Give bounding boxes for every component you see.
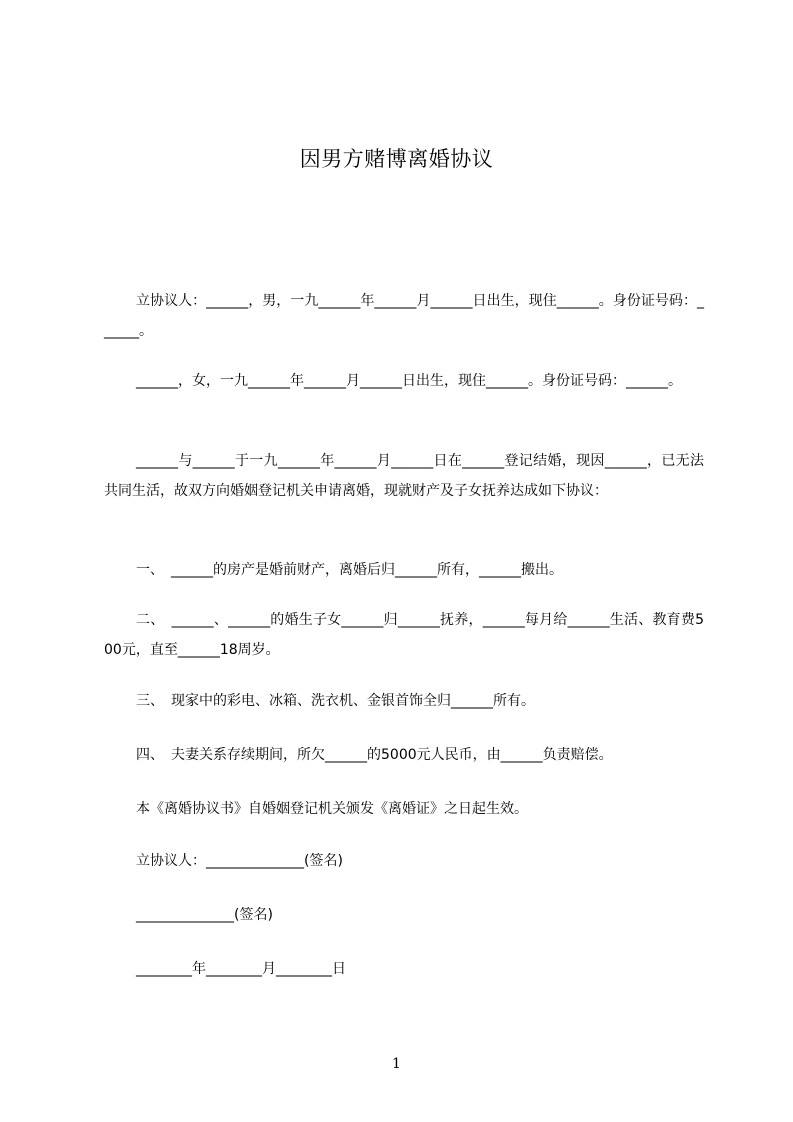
paragraph-marriage-info: ______与______于一九______年______月______日在______登记结婚，现因______，已无法共同生活，故双方向婚姻登记机关申请离婚，现就财产及子女抚养达成如下协议： [104, 453, 704, 499]
clause-four-debt: 四、 夫妻关系存续期间，所欠______的5000元人民币，由______负责赔偿。 [136, 747, 613, 763]
effective-clause: 本《离婚协议书》自婚姻登记机关颁发《离婚证》之日起生效。 [136, 801, 528, 817]
document-title: 因男方赌博离婚协议 [299, 147, 494, 171]
signature-party-two: ______________(签名) [136, 907, 273, 923]
page-number: 1 [392, 1056, 401, 1072]
paragraph-party-one: 立协议人：______，男，一九______年______月______日出生，现住______。身份证号码：______。 [104, 293, 704, 339]
clause-three-property: 三、 现家中的彩电、冰箱、洗衣机、金银首饰全归______所有。 [136, 693, 535, 709]
paragraph-party-two: ______，女，一九______年______月______日出生，现住______。身份证号码：______。 [136, 373, 682, 389]
clause-two-child: 二、 ______、______的婚生子女______归______抚养，______每月给______生活、教育费500元，直至______18周岁。 [104, 612, 704, 658]
signature-party-one: 立协议人：______________(签名) [136, 853, 343, 869]
signature-date: ________年________月________日 [136, 961, 346, 977]
clause-one-house: 一、 ______的房产是婚前财产，离婚后归______所有，______搬出。 [136, 562, 563, 578]
